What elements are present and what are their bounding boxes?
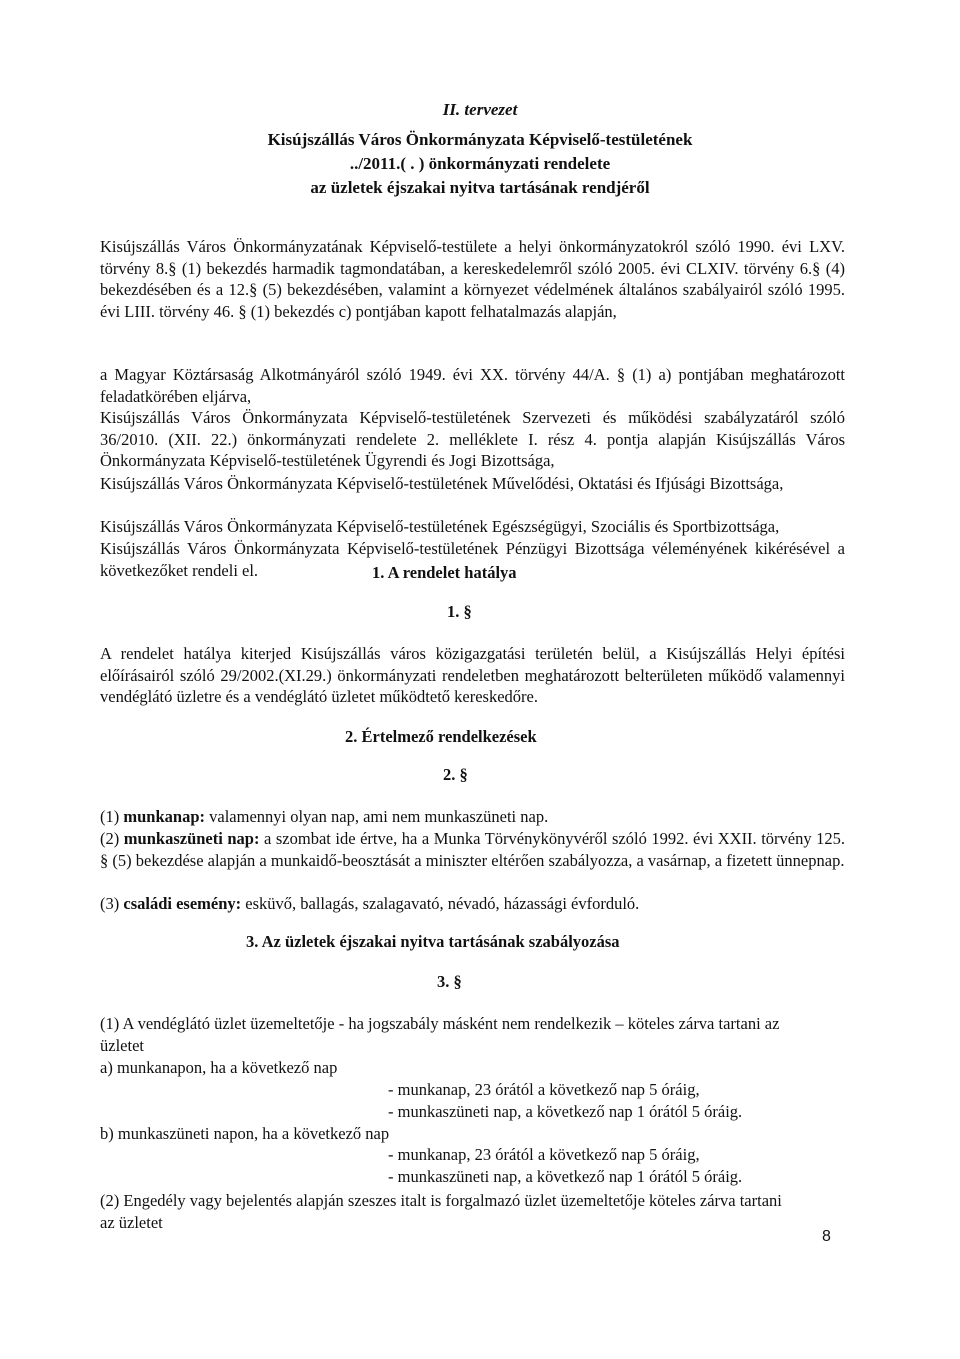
definition-text: valamennyi olyan nap, ami nem munkaszüneti nap. xyxy=(209,807,549,826)
definition-number: (1) xyxy=(100,807,120,826)
definition-text: a szombat ide értve, ha a Munka Törvénykönyvéről szóló 1992. évi XXII. törvény 125. § (5) bekezdése alapján a munkaidő-beosztását a miniszter eltérően szabályozza, a vasárnap, a fizetett ünnepnap. xyxy=(100,829,846,870)
page-number: 8 xyxy=(822,1228,831,1245)
draft-label: II. tervezet xyxy=(442,100,518,119)
section-3-title: 3. Az üzletek éjszakai nyitva tartásának szabályozása xyxy=(246,932,620,951)
preamble-committee-health: Kisújszállás Város Önkormányzata Képviselő-testületének Egészségügyi, Szociális és Sportbizottsága, xyxy=(100,517,780,536)
rule-1-b-item-2: - munkaszüneti nap, a következő nap 1 órától 5 óráig. xyxy=(388,1167,743,1186)
rule-1-b-item-1: - munkanap, 23 órától a következő nap 5 óráig, xyxy=(388,1145,700,1164)
section-1-paragraph-mark: 1. § xyxy=(447,602,472,621)
rule-2-line-2: az üzletet xyxy=(100,1213,163,1232)
preamble-committee-legal: Kisújszállás Város Önkormányzata Képviselő-testületének Szervezeti és működési szabályzatáról szóló 36/2010. (XII. 22.) önkormányzati rendelete 2. melléklete I. rész 4. pontja alapján Kisújszállás Város Önkormányzata Képviselő-testületének Ügyrendi és Jogi Bizottsága, xyxy=(100,408,845,471)
section-3-paragraph-mark: 3. § xyxy=(437,972,462,991)
definition-workday xyxy=(100,806,845,828)
section-1-title: 1. A rendelet hatálya xyxy=(372,563,517,582)
definition-family-event xyxy=(100,893,845,915)
definition-number: (3) xyxy=(100,894,120,913)
rule-1-a-item-1: - munkanap, 23 órától a következő nap 5 óráig, xyxy=(388,1080,700,1099)
definition-term: családi esemény: xyxy=(123,894,242,913)
rule-1-a: a) munkanapon, ha a következő nap xyxy=(100,1058,338,1077)
rule-1-a-item-2: - munkaszüneti nap, a következő nap 1 órától 5 óráig. xyxy=(388,1102,743,1121)
rule-2-line-1: (2) Engedély vagy bejelentés alapján szeszes italt is forgalmazó üzlet üzemeltetője köteles zárva tartani xyxy=(100,1191,782,1210)
preamble-committee-finance: Kisújszállás Város Önkormányzata Képviselő-testületének Pénzügyi Bizottsága véleményének kikérésével a következőket rendeli el. xyxy=(100,539,845,580)
preamble-authority: Kisújszállás Város Önkormányzatának Képviselő-testülete a helyi önkormányzatokról szóló 1990. évi LXV. törvény 8.§ (1) bekezdés harmadik tagmondatában, a kereskedelemről szóló 2005. évi CLXIV. törvény 6.§ (4) bekezdésében és a 12.§ (5) bekezdésében, valamint a környezet védelmének általános szabályairól szóló 1995. évi LIII. törvény 46. § (1) bekezdés c) pontjában kapott felhatalmazás alapján, xyxy=(100,237,845,321)
rule-1-line-1: (1) A vendéglátó üzlet üzemeltetője - ha jogszabály másként nem rendelkezik – köteles zárva tartani az xyxy=(100,1014,780,1033)
section-1-text: A rendelet hatálya kiterjed Kisújszállás város közigazgatási területén belül, a Kisújszállás Helyi építési előírásairól szóló 29/2002.(XI.29.) önkormányzati rendeletben meghatározott belterületen működő valamennyi vendéglátó üzletre és a vendéglátó üzletet működtető kereskedőre. xyxy=(100,644,845,707)
definition-number: (2) xyxy=(100,829,120,848)
preamble-committee-culture: Kisújszállás Város Önkormányzata Képviselő-testületének Művelődési, Oktatási és Ifjúsági Bizottsága, xyxy=(100,474,784,493)
definition-holiday xyxy=(100,828,845,871)
section-2-paragraph-mark: 2. § xyxy=(443,765,468,784)
definition-term: munkanap: xyxy=(123,807,205,826)
section-2-title: 2. Értelmező rendelkezések xyxy=(345,727,537,746)
rule-1-b: b) munkaszüneti napon, ha a következő nap xyxy=(100,1124,390,1143)
definition-term: munkaszüneti nap: xyxy=(123,829,260,848)
definition-text: esküvő, ballagás, szalagavató, névadó, házassági évforduló. xyxy=(245,894,640,913)
preamble-constitution: a Magyar Köztársaság Alkotmányáról szóló 1949. évi XX. törvény 44/A. § (1) a) pontjában meghatározott feladatkörében eljárva, xyxy=(100,365,845,406)
regulation-number: ../2011.( . ) önkormányzati rendelete xyxy=(349,154,611,173)
rule-1-line-2: üzletet xyxy=(100,1036,144,1055)
issuer-title: Kisújszállás Város Önkormányzata Képviselő-testületének xyxy=(267,130,693,149)
regulation-subject: az üzletek éjszakai nyitva tartásának rendjéről xyxy=(310,178,650,197)
